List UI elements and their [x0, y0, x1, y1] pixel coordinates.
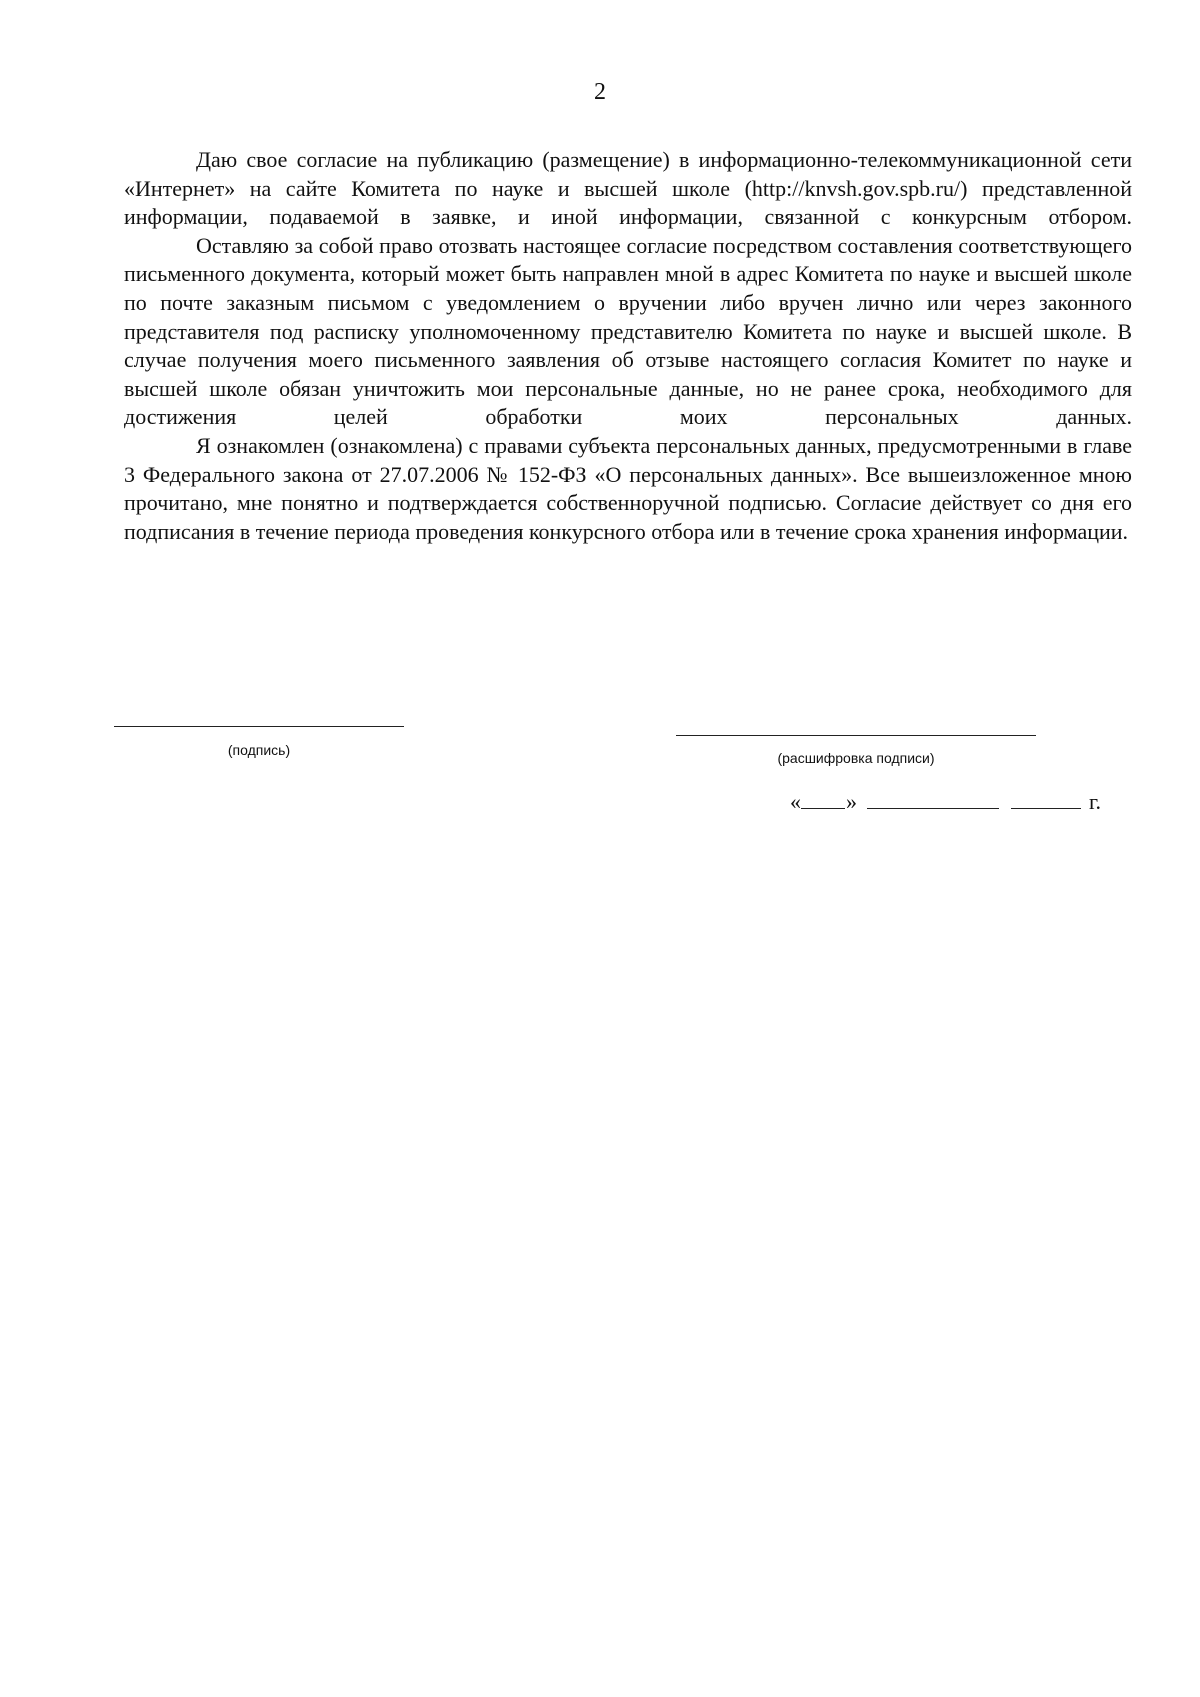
date-month-blank[interactable]: [867, 788, 999, 809]
paragraph-revocation-right: Оставляю за собой право отозвать настоящее согласие посредством составления соответствующего письменного документа, который может быть направлен мной в адрес Комитета по науке и высшей школе по почте заказным письмом с уведомлением о вручении либо вручен лично или через законного представителя под расписку уполномоченному представителю Комитета по науке и высшей школе. В случае получения моего письменного заявления об отзыве настоящего согласия Комитет по науке и высшей школе обязан уничтожить мои персональные данные, но не ранее срока, необходимого для достижения целей обработки моих персональных данных.: [124, 232, 1132, 430]
date-field: [790, 788, 1130, 818]
paragraph-acknowledgement: Я ознакомлен (ознакомлена) с правами субъекта персональных данных, предусмотренными в главе 3 Федерального закона от 27.07.2006 № 152-ФЗ «О персональных данных». Все вышеизложенное мною прочитано, мне понятно и подтверждается собственноручной подписью. Согласие действует со дня его подписания в течение периода проведения конкурсного отбора или в течение срока хранения информации.: [124, 432, 1132, 544]
signature-transcript-caption: (расшифровка подписи): [777, 750, 935, 766]
date-day-blank[interactable]: [801, 788, 845, 809]
consent-text: [124, 146, 1132, 546]
date-open-quote: «: [790, 789, 801, 814]
date-year-blank[interactable]: [1011, 788, 1081, 809]
date-close-quote: »: [846, 789, 857, 814]
paragraph-publication-consent: Даю свое согласие на публикацию (размещение) в информационно-телекоммуникационной сети «Интернет» на сайте Комитета по науке и высшей школе (http://knvsh.gov.spb.ru/) представленной информации, подаваемой в заявке, и иной информации, связанной с конкурсным отбором.: [124, 147, 1132, 230]
year-suffix: г.: [1089, 789, 1102, 814]
signature-transcript-line[interactable]: [676, 735, 1036, 736]
signature-caption: (подпись): [227, 742, 291, 758]
page-number: 2: [594, 79, 606, 105]
signature-line[interactable]: [114, 726, 404, 727]
